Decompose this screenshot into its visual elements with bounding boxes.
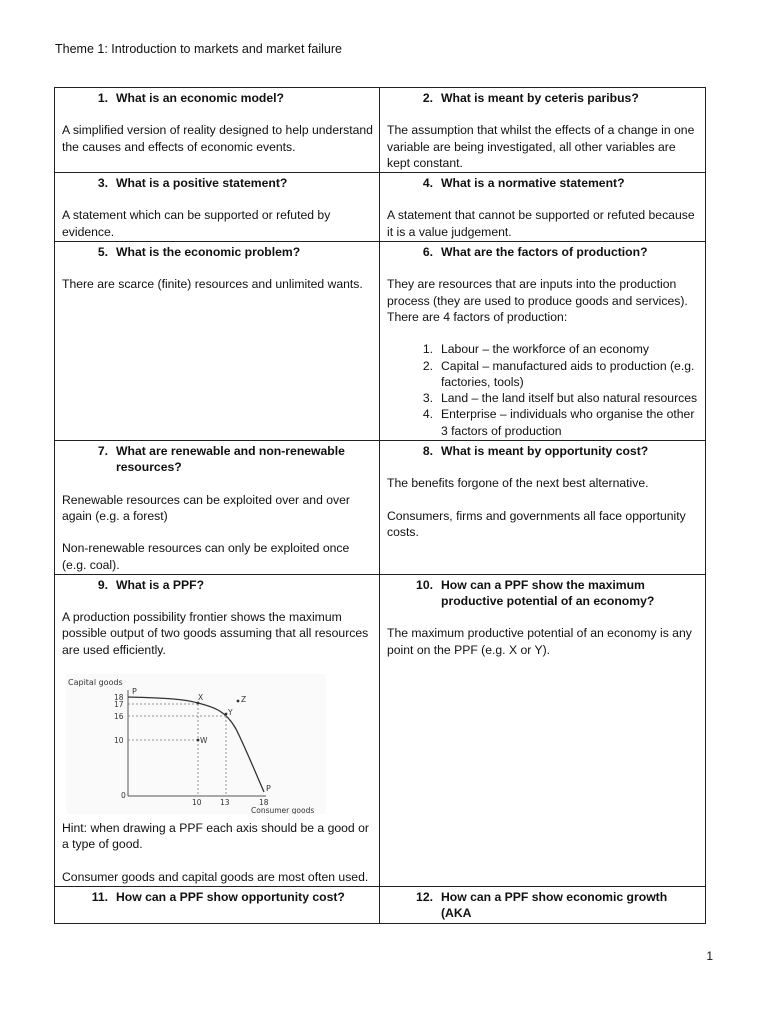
point-x <box>197 702 200 705</box>
list-item: 3. Land – the land itself but also natural resources <box>422 391 698 406</box>
question-heading: 7. What are renewable and non-renewable resources? <box>97 444 345 475</box>
question-heading: 1. What is an economic model? <box>97 91 284 105</box>
ppf-diagram <box>66 674 326 814</box>
question-heading: 12. How can a PPF show economic growth (AKA <box>416 889 668 921</box>
answer-text: The maximum productive potential of an economy is any point on the PPF (e.g. X or Y). <box>387 626 692 657</box>
question-heading: 2. What is meant by ceteris paribus? <box>422 91 639 105</box>
table-cell <box>55 441 380 575</box>
point-y-label: Y <box>228 708 233 718</box>
answer-text: Renewable resources can be exploited over and over again (e.g. a forest) <box>62 492 350 523</box>
table-cell <box>380 173 706 242</box>
y-tick-18: 18 <box>114 693 124 703</box>
qa-table <box>54 87 706 924</box>
table-cell <box>380 242 706 441</box>
answer-text: They are resources that are inputs into the production process (they are used to produce goods and services). There are 4 factors of production: <box>387 277 688 324</box>
question-heading: 11. How can a PPF show opportunity cost? <box>91 889 345 904</box>
origin-label: 0 <box>121 791 126 801</box>
list-item: 1. Labour – the workforce of an economy <box>422 342 649 357</box>
table-cell <box>380 88 706 173</box>
table-row <box>55 173 706 242</box>
page-title: Theme 1: Introduction to markets and market failure <box>55 42 342 56</box>
table-cell <box>55 88 380 173</box>
answer-text: The assumption that whilst the effects of a change in one variable are being investigated, all other variables are kept constant. <box>387 123 695 170</box>
point-y <box>225 713 228 716</box>
answer-text: The benefits forgone of the next best alternative. <box>387 476 649 491</box>
table-cell <box>55 242 380 441</box>
table-row <box>55 574 706 886</box>
point-w-label: W <box>200 736 208 746</box>
curve-label-bottom: P <box>266 784 271 794</box>
x-tick-18: 18 <box>259 798 269 808</box>
x-axis-label: Consumer goods <box>251 806 315 815</box>
question-heading: 3. What is a positive statement? <box>97 176 288 191</box>
x-tick-10: 10 <box>192 798 202 808</box>
y-axis-label: Capital goods <box>68 678 123 688</box>
point-z <box>237 700 240 703</box>
answer-text: Non-renewable resources can only be exploited once (e.g. coal). <box>62 541 350 572</box>
question-heading: 5. What is the economic problem? <box>97 245 301 260</box>
table-row <box>55 441 706 575</box>
table-cell <box>55 886 380 923</box>
answer-text: Hint: when drawing a PPF each axis should be a good or a type of good. <box>62 821 369 852</box>
table-cell <box>380 441 706 575</box>
diagram-background <box>66 674 326 814</box>
point-x-label: X <box>198 693 204 703</box>
point-z-label: Z <box>241 695 247 705</box>
question-heading: 8. What is meant by opportunity cost? <box>422 444 649 459</box>
table-cell <box>55 574 380 886</box>
answer-text: Consumers, firms and governments all face opportunity costs. <box>387 508 686 539</box>
table-cell <box>380 886 706 923</box>
question-heading: 6. What are the factors of production? <box>422 245 648 260</box>
y-tick-17: 17 <box>114 700 124 710</box>
answer-text: A statement that cannot be supported or refuted because it is a value judgement. <box>387 208 695 239</box>
question-heading: 10. How can a PPF show the maximum productive potential of an economy? <box>416 577 655 609</box>
list-item: 4. Enterprise – individuals who organise the other 3 factors of production <box>422 407 695 438</box>
table-cell <box>55 173 380 242</box>
point-w <box>197 739 200 742</box>
table-cell <box>380 574 706 886</box>
answer-text: A statement which can be supported or refuted by evidence. <box>62 208 331 239</box>
list-item: 2. Capital – manufactured aids to production (e.g. factories, tools) <box>422 358 695 389</box>
y-tick-10: 10 <box>114 736 124 746</box>
table-row <box>55 242 706 441</box>
curve-label-top: P <box>132 687 137 697</box>
table-row <box>55 886 706 923</box>
answer-text: A simplified version of reality designed to help understand the causes and effects of economic events. <box>62 123 373 154</box>
table-row <box>55 88 706 173</box>
question-heading: 9. What is a PPF? <box>97 577 205 592</box>
factors-list <box>387 341 699 439</box>
x-tick-13: 13 <box>220 798 230 808</box>
y-tick-16: 16 <box>114 712 124 722</box>
answer-text: There are scarce (finite) resources and unlimited wants. <box>62 277 363 292</box>
question-heading: 4. What is a normative statement? <box>422 176 625 191</box>
page-number: 1 <box>706 949 713 963</box>
answer-text: A production possibility frontier shows the maximum possible output of two goods assuming that all resources are used efficiently. <box>62 610 369 657</box>
answer-text: Consumer goods and capital goods are most often used. <box>62 869 369 884</box>
